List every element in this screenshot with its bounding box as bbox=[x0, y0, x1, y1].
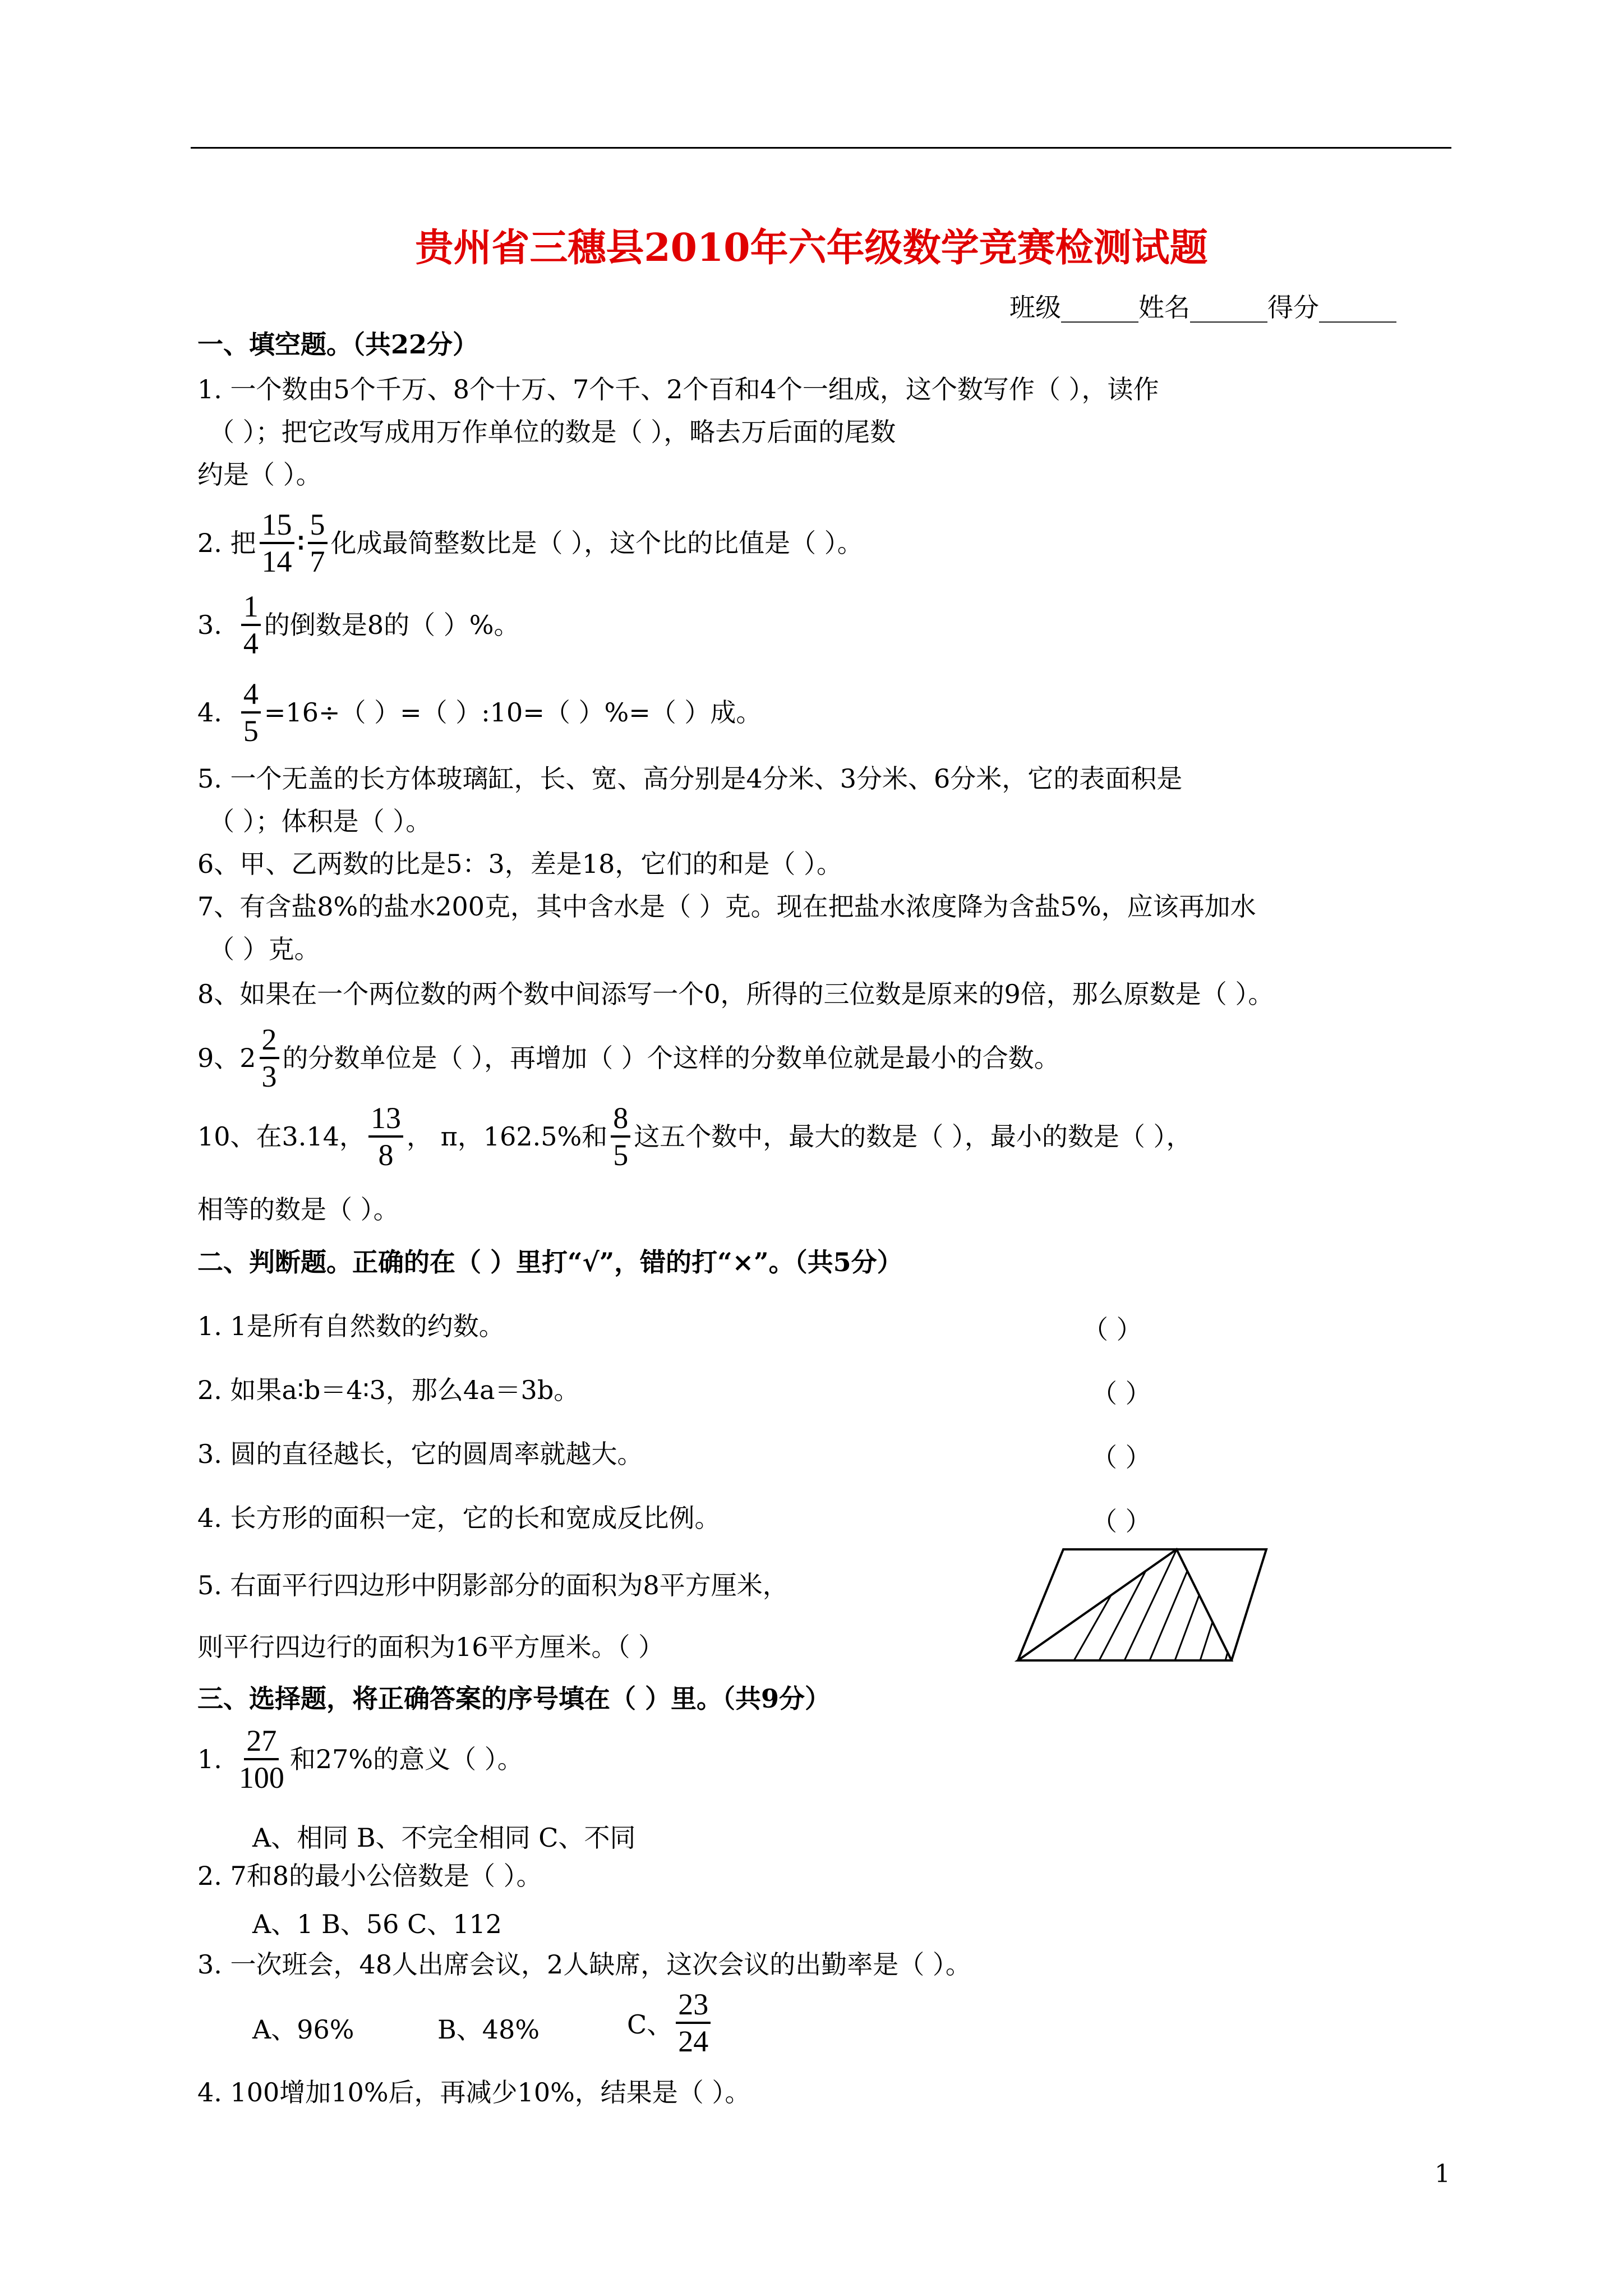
frac-num: 27 bbox=[244, 1726, 279, 1760]
question-1-5: 5. 一个无盖的长方体玻璃缸，长、宽、高分别是4分米、3分米、6分米，它的表面积是 bbox=[197, 763, 1183, 794]
frac-den: 5 bbox=[243, 714, 259, 748]
frac-num: 23 bbox=[676, 1989, 711, 2024]
q3-suffix: 的倒数是8的（ ）%。 bbox=[264, 610, 520, 640]
q10-fraction-1 bbox=[368, 1103, 403, 1170]
question-1-8: 8、如果在一个两位数的两个数中间添写一个0，所得的三位数是原来的9倍，那么原数是（ ）。 bbox=[197, 979, 1274, 1009]
judge-answer-2: （ ） bbox=[1091, 1378, 1151, 1409]
section3-heading: 三、选择题，将正确答案的序号填在（ ）里。（共9分） bbox=[197, 1683, 831, 1714]
frac-num: 8 bbox=[611, 1103, 630, 1138]
judge-answer-4: （ ） bbox=[1091, 1506, 1151, 1536]
q4-prefix: 4. bbox=[197, 697, 222, 728]
frac-num: 1 bbox=[241, 591, 261, 626]
choice-question-2: 2. 7和8的最小公倍数是（ ）。 bbox=[197, 1861, 542, 1891]
section1-heading: 一、填空题。（共22分） bbox=[197, 329, 479, 360]
page-number: 1 bbox=[1435, 2160, 1450, 2188]
frac-den: 8 bbox=[378, 1138, 394, 1172]
judge-answer-3: （ ） bbox=[1091, 1442, 1151, 1473]
judge-item-2: 2. 如果a∶b＝4∶3，那么4a＝3b。 bbox=[197, 1375, 580, 1405]
choice-q3-option-c bbox=[627, 1989, 714, 2056]
judge-item-1: 1. 1是所有自然数的约数。 bbox=[197, 1311, 505, 1341]
choice-q1-prefix: 1. bbox=[197, 1744, 222, 1774]
frac-num: 4 bbox=[241, 679, 261, 714]
question-1-2 bbox=[197, 509, 863, 577]
frac-num: 13 bbox=[368, 1103, 403, 1138]
frac-den: 5 bbox=[613, 1138, 629, 1172]
q10-suffix: 这五个数中，最大的数是（ ），最小的数是（ ）， bbox=[634, 1121, 1192, 1152]
frac-den: 4 bbox=[243, 627, 259, 660]
question-1-1: 1. 一个数由5个千万、8个十万、7个千、2个百和4个一组成，这个数写作（ ），读作 bbox=[197, 374, 1159, 404]
section2-heading: 二、判断题。正确的在（ ）里打“√”，错的打“×”。（共5分） bbox=[197, 1247, 903, 1277]
question-1-1-line2: （ ）；把它改写成用万作单位的数是（ ），略去万后面的尾数 bbox=[209, 417, 896, 447]
q10-prefix: 10、在3.14， bbox=[197, 1121, 365, 1152]
choice-question-4: 4. 100增加10%后，再减少10%，结果是（ ）。 bbox=[197, 2077, 751, 2108]
question-1-3 bbox=[197, 591, 520, 659]
frac-num: 2 bbox=[260, 1024, 279, 1059]
judge-item-5-line2: 则平行四边行的面积为16平方厘米。（ ） bbox=[197, 1632, 665, 1662]
question-1-9 bbox=[197, 1024, 1060, 1092]
question-1-10 bbox=[197, 1103, 1192, 1170]
header-rule bbox=[191, 147, 1451, 149]
q2-fraction-1 bbox=[260, 509, 294, 577]
q10-mid: ， π，162.5%和 bbox=[406, 1121, 608, 1152]
q9-suffix: 的分数单位是（ ），再增加（ ）个这样的分数单位就是最小的合数。 bbox=[282, 1043, 1060, 1073]
frac-num: 5 bbox=[308, 509, 328, 544]
q2-prefix: 2. 把 bbox=[197, 528, 256, 558]
frac-den: 100 bbox=[238, 1761, 284, 1795]
choice-q3-option-b: B、48% bbox=[437, 2014, 540, 2045]
shaded-hatching bbox=[1074, 1547, 1256, 1660]
q2-fraction-2 bbox=[308, 509, 328, 577]
choice-q1-fraction bbox=[237, 1726, 287, 1793]
choice-q3-fraction bbox=[676, 1989, 711, 2056]
info-line: 班级______姓名______得分______ bbox=[1009, 292, 1396, 323]
choice-q1-suffix: 和27%的意义（ ）。 bbox=[289, 1744, 523, 1774]
choice-q1-options: A、相同 B、不完全相同 C、不同 bbox=[252, 1823, 636, 1853]
q3-prefix: 3. bbox=[197, 610, 222, 640]
q9-prefix: 9、2 bbox=[197, 1043, 256, 1073]
frac-den: 7 bbox=[310, 545, 325, 578]
choice-question-1 bbox=[197, 1726, 523, 1793]
q2-suffix: 化成最简整数比是（ ），这个比的比值是（ ）。 bbox=[330, 528, 863, 558]
q4-suffix: =16÷（ ）=（ ）:10=（ ）%=（ ）成。 bbox=[264, 697, 762, 728]
frac-den: 24 bbox=[678, 2024, 709, 2058]
q9-fraction bbox=[260, 1024, 279, 1092]
question-1-7: 7、有含盐8%的盐水200克，其中含水是（ ）克。现在把盐水浓度降为含盐5%，应该再加水 bbox=[197, 891, 1256, 922]
question-1-5-line2: （ ）；体积是（ ）。 bbox=[209, 806, 432, 836]
q10-fraction-2 bbox=[611, 1103, 630, 1170]
q2-colon: ∶ bbox=[297, 528, 305, 558]
choice-question-3: 3. 一次班会，48人出席会议，2人缺席，这次会议的出勤率是（ ）。 bbox=[197, 1949, 971, 1980]
frac-den: 14 bbox=[261, 545, 292, 578]
choice-q3-option-a: A、96% bbox=[252, 2014, 354, 2045]
choice-q3-option-c-label: C、 bbox=[627, 2009, 673, 2040]
frac-den: 3 bbox=[261, 1060, 277, 1093]
parallelogram-outline bbox=[1018, 1549, 1266, 1660]
page-title: 贵州省三穗县2010年六年级数学竞赛检测试题 bbox=[415, 226, 1208, 270]
choice-q2-options: A、1 B、56 C、112 bbox=[252, 1909, 502, 1939]
question-1-6: 6、甲、乙两数的比是5：3，差是18，它们的和是（ ）。 bbox=[197, 849, 842, 879]
judge-answer-1: （ ） bbox=[1082, 1314, 1142, 1345]
frac-num: 15 bbox=[260, 509, 294, 544]
question-1-1-line3: 约是（ ）。 bbox=[197, 459, 322, 490]
parallelogram-figure bbox=[1009, 1547, 1273, 1665]
q4-fraction bbox=[241, 679, 261, 746]
judge-item-4: 4. 长方形的面积一定，它的长和宽成反比例。 bbox=[197, 1503, 721, 1533]
shaded-triangle bbox=[1018, 1549, 1232, 1660]
q3-fraction bbox=[241, 591, 261, 659]
question-1-10-line2: 相等的数是（ ）。 bbox=[197, 1194, 399, 1225]
judge-item-5: 5. 右面平行四边形中阴影部分的面积为8平方厘米， bbox=[197, 1570, 789, 1600]
question-1-4 bbox=[197, 679, 762, 746]
judge-item-3: 3. 圆的直径越长，它的圆周率就越大。 bbox=[197, 1439, 643, 1469]
question-1-7-line2: （ ）克。 bbox=[209, 934, 320, 964]
